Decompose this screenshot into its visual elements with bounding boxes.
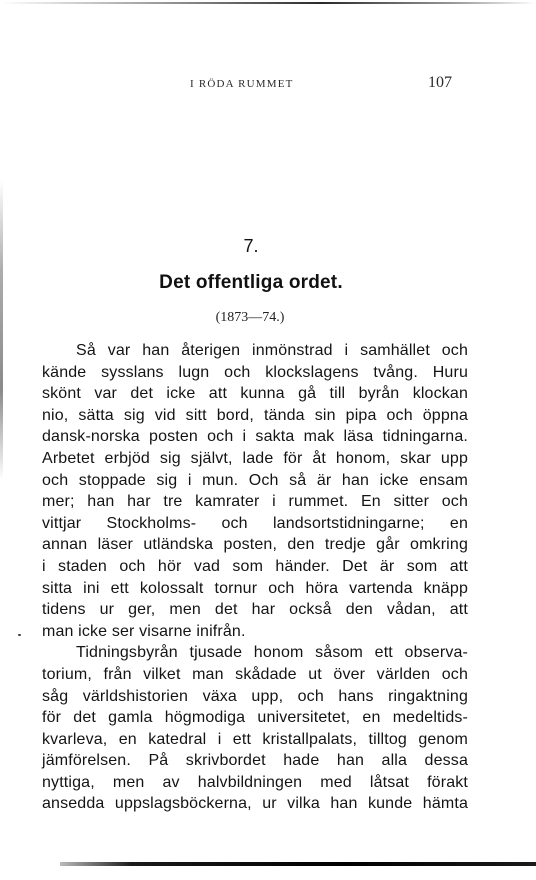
text-line: mer; han har tre kamrater i rummet. En sitter och [42,493,468,511]
text-line: annan läser utländska posten, den tredje går omkring [42,536,468,554]
text-line: nyttiga, men av halvbildningen med låtsat förakt [42,773,468,791]
running-title: I RÖDA RUMMET [190,78,294,90]
ink-speck [18,634,21,636]
text-line: torium, från vilket man skådade ut över världen och [42,665,468,683]
text-line: ansedda uppslagsböckerna, ur vilka han kunde hämta [42,795,468,813]
text-line: nio, sätta sig vid sitt bord, tända sin pipa och öppna [42,406,468,424]
chapter-title: Det offentliga ordet. [159,272,343,293]
text-line: sitta ini ett kolossalt tornur och höra vartenda knäpp [42,579,468,597]
text-line: Tidningsbyrån tjusade honom såsom ett observa- [76,644,468,662]
text-line: för det gamla högmodiga universitetet, en medeltids- [42,709,468,727]
chapter-number: 7. [243,236,259,256]
text-line: tidens ur ger, men det har också den vådan, att [42,601,468,619]
page-top-edge [0,2,536,4]
chapter-dates: (1873—74.) [215,310,285,325]
text-line: i staden och hör vad som händer. Det är som att [42,557,468,575]
text-line: skönt var det icke att kunna gå till byrån klockan [42,385,468,403]
text-line: såg världshistorien växa upp, och hans ringaktning [42,687,468,705]
text-line: Så var han återigen inmönstrad i samhället och [76,342,468,359]
text-line: och stoppade sig i mun. Och så är han icke ensam [42,471,468,489]
page-number: 107 [428,74,452,91]
text-line: man icke ser visarne inifrån. [42,622,246,640]
text-line: kände sysslans lugn och klockslagens tvång. Huru [42,363,468,381]
page-left-edge-shadow [0,180,3,480]
text-line: jämförelsen. På skrivbordet hade han alla dessa [42,752,468,770]
text-line: dansk-norska posten och i sakta mak läsa tidningarna. [42,428,468,446]
body-text [42,340,468,815]
page-bottom-edge [60,862,536,866]
text-line: vittjar Stockholms- och landsortstidningarne; en [42,514,468,532]
paragraph-1 [42,340,468,642]
text-line: Arbetet erbjöd sig självt, lade för åt honom, skar upp [42,449,468,467]
paragraph-2 [42,642,468,815]
running-header [0,74,536,94]
text-line: kvarleva, en katedral i ett kristallpalats, tilltog genom [42,730,468,748]
